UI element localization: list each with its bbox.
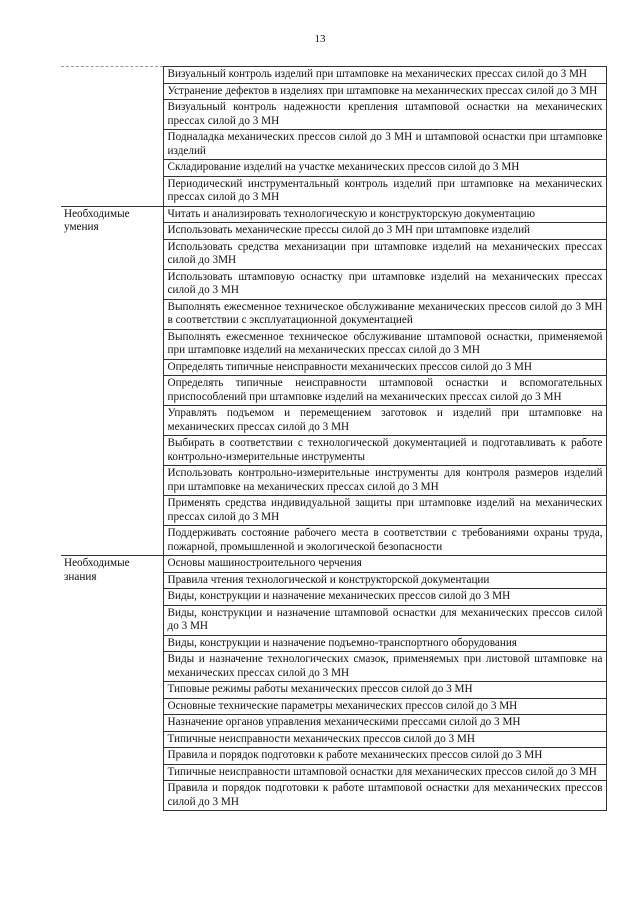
item-cell: Подналадка механических прессов силой до 3 МН и штамповой оснастки при штамповке изделий — [163, 130, 606, 160]
item-cell: Поддерживать состояние рабочего места в соответствии с требованиями охраны труда, пожарной, промышленной и экологической безопасности — [163, 526, 606, 556]
item-cell: Виды, конструкции и назначение подъемно-транспортного оборудования — [163, 635, 606, 652]
item-cell: Определять типичные неисправности штамповой оснастки и вспомогательных приспособлений при штамповке изделий на механических прессах силой до 3 МН — [163, 376, 606, 406]
item-cell: Виды и назначение технологических смазок, применяемых при листовой штамповке на механических прессах силой до 3 МН — [163, 652, 606, 682]
table-row — [61, 556, 606, 573]
item-cell: Определять типичные неисправности механических прессов силой до 3 МН — [163, 359, 606, 376]
item-cell: Периодический инструментальный контроль изделий при штамповке на механических прессах силой до 3 МН — [163, 176, 606, 206]
item-cell: Выбирать в соответствии с технологической документацией и подготавливать к работе контрольно-измерительные инструменты — [163, 436, 606, 466]
item-cell: Устранение дефектов в изделиях при штамповке на механических прессах силой до 3 МН — [163, 83, 606, 100]
item-cell: Типовые режимы работы механических прессов силой до 3 МН — [163, 682, 606, 699]
item-cell: Правила и порядок подготовки к работе штамповой оснастки для механических прессов силой до 3 МН — [163, 781, 606, 811]
item-cell: Визуальный контроль надежности крепления штамповой оснастки на механических прессах силой до 3 МН — [163, 100, 606, 130]
item-cell: Виды, конструкции и назначение механических прессов силой до 3 МН — [163, 589, 606, 606]
item-cell: Типичные неисправности механических прессов силой до 3 МН — [163, 731, 606, 748]
item-cell: Визуальный контроль изделий при штамповке на механических прессах силой до 3 МН — [163, 67, 606, 84]
group-label-cell: Необходимые умения — [61, 206, 163, 556]
group-label-cell — [61, 67, 163, 207]
item-cell: Использовать механические прессы силой до 3 МН при штамповке изделий — [163, 223, 606, 240]
requirements-table-body — [61, 67, 606, 811]
item-cell: Использовать штамповую оснастку при штамповке изделий на механических прессах силой до 3 МН — [163, 269, 606, 299]
item-cell: Правила и порядок подготовки к работе механических прессов силой до 3 МН — [163, 748, 606, 765]
item-cell: Читать и анализировать технологическую и конструкторскую документацию — [163, 206, 606, 223]
item-cell: Складирование изделий на участке механических прессов силой до 3 МН — [163, 160, 606, 177]
item-cell: Типичные неисправности штамповой оснастки для механических прессов силой до 3 МН — [163, 764, 606, 781]
item-cell: Выполнять ежесменное техническое обслуживание штамповой оснастки, применяемой при штамповке изделий на механических прессах силой до 3 МН — [163, 329, 606, 359]
item-cell: Виды, конструкции и назначение штамповой оснастки для механических прессов силой до 3 МН — [163, 605, 606, 635]
item-cell: Управлять подъемом и перемещением заготовок и изделий при штамповке на механических прессах силой до 3 МН — [163, 406, 606, 436]
group-label-cell: Необходимые знания — [61, 556, 163, 811]
item-cell: Выполнять ежесменное техническое обслуживание механических прессов силой до 3 МН в соответствии с эксплуатационной документацией — [163, 299, 606, 329]
item-cell: Использовать средства механизации при штамповке изделий на механических прессах силой до 3МН — [163, 239, 606, 269]
item-cell: Назначение органов управления механическими прессами силой до 3 МН — [163, 715, 606, 732]
item-cell: Использовать контрольно-измерительные инструменты для контроля размеров изделий при штамповке на механических прессах силой до 3 МН — [163, 466, 606, 496]
requirements-table — [61, 66, 607, 811]
page-number: 13 — [314, 33, 326, 45]
item-cell: Правила чтения технологической и конструкторской документации — [163, 572, 606, 589]
table-row — [61, 67, 606, 84]
item-cell: Основы машиностроительного черчения — [163, 556, 606, 573]
table-row — [61, 206, 606, 223]
item-cell: Применять средства индивидуальной защиты при штамповке изделий на механических прессах силой до 3 МН — [163, 496, 606, 526]
item-cell: Основные технические параметры механических прессов силой до 3 МН — [163, 698, 606, 715]
